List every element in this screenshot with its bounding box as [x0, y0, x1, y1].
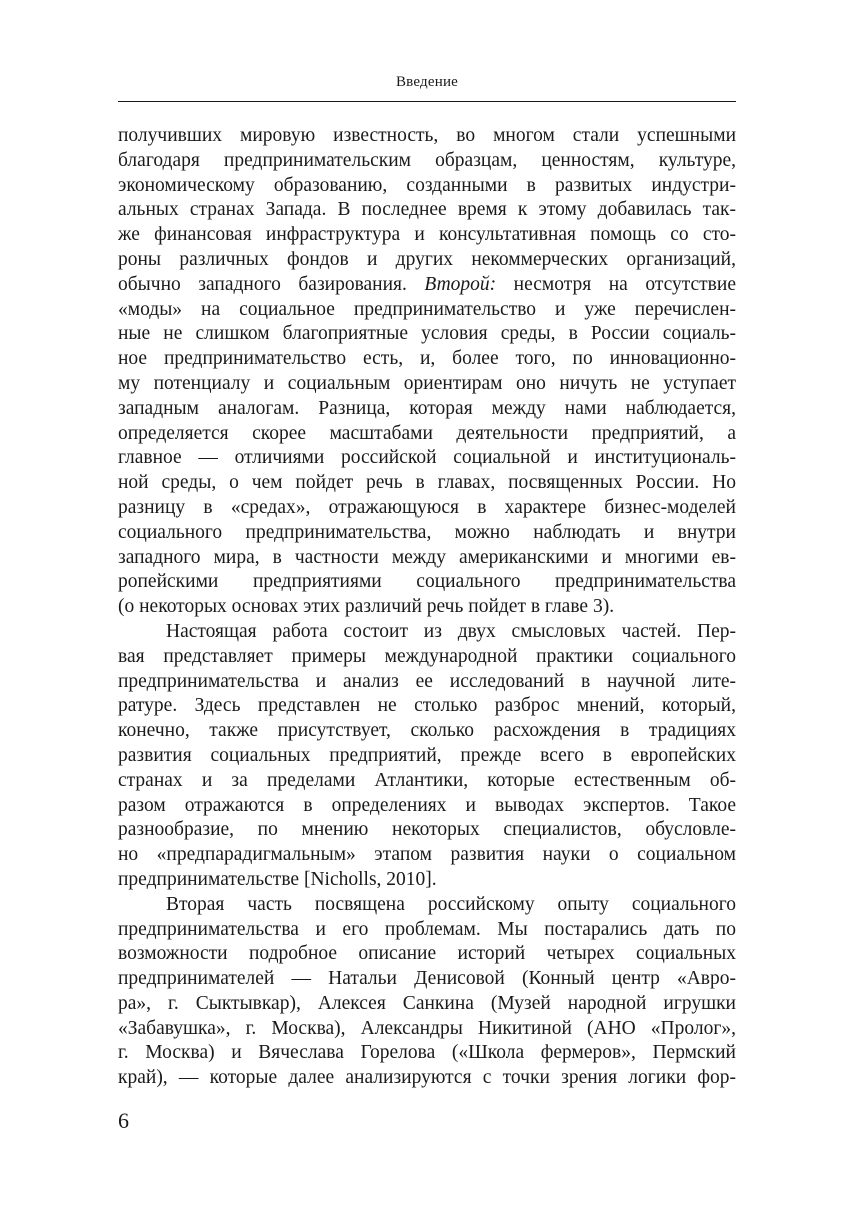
text-line: благодаря предпринимательским образцам, ценностям, культуре,: [118, 149, 736, 171]
text-line: ное предпринимательство есть, и, более того, по инновационно-: [118, 348, 736, 370]
paragraph-1: [118, 124, 736, 620]
text-line: ра», г. Сыктывкар), Алексея Санкина (Музей народной игрушки: [118, 992, 736, 1014]
text-line: получивших мировую известность, во многом стали успешными: [118, 125, 736, 146]
text-line: предпринимательства и его проблемам. Мы постарались дать по: [118, 918, 736, 940]
text-line: край), — которые далее анализируются с точки зрения логики фор-: [118, 1067, 736, 1089]
text-line: «моды» на социальное предпринимательство и уже перечислен-: [118, 298, 736, 320]
text-line: ратуре. Здесь представлен не столько разброс мнений, который,: [118, 695, 736, 717]
text-line: же финансовая инфраструктура и консультативная помощь со сто-: [118, 224, 736, 246]
text-line: социального предпринимательства, можно наблюдать и внутри: [118, 521, 736, 543]
text-line: разом отражаются в определениях и выводах экспертов. Такое: [118, 794, 736, 816]
text-run: несмотря на отсутствие: [496, 273, 736, 295]
text-line: ные не слишком благоприятные условия среды, в России социаль-: [118, 323, 736, 345]
text-line: западного мира, в частности между американскими и многими ев-: [118, 546, 736, 568]
page-number: 6: [118, 1108, 129, 1133]
text-line: предпринимательства и анализ ее исследований в научной лите-: [118, 670, 736, 692]
text-line: но «предпарадигмальным» этапом развития науки о социальном: [118, 844, 736, 866]
text-line: [118, 273, 736, 298]
text-line: западным аналогам. Разница, которая между нами наблюдается,: [118, 397, 736, 419]
text-line: Вторая часть посвящена российскому опыту социального: [166, 893, 736, 915]
text-line: развития социальных предприятий, прежде всего в европейских: [118, 744, 736, 766]
text-line: ропейскими предприятиями социального предпринимательства: [118, 571, 736, 593]
paragraph-3: [118, 893, 736, 1091]
header-rule: [118, 101, 736, 102]
text-line: альных странах Запада. В последнее время к этому добавилась так-: [118, 199, 736, 221]
text-line: разнообразие, по мнению некоторых специалистов, обусловле-: [118, 819, 736, 841]
body-text: [118, 124, 736, 1091]
text-line: конечно, также присутствует, сколько расхождения в традициях: [118, 720, 736, 742]
text-line: определяется скорее масштабами деятельности предприятий, а: [118, 422, 736, 444]
text-line: предпринимателей — Натальи Денисовой (Конный центр «Авро-: [118, 968, 736, 990]
text-line: Настоящая работа состоит из двух смысловых частей. Пер-: [166, 620, 736, 642]
text-line: му потенциалу и социальным ориентирам оно ничуть не уступает: [118, 372, 736, 394]
text-line: экономическому образованию, созданными в развитых индустри-: [118, 174, 736, 196]
paragraph-2: [118, 620, 736, 893]
text-line: странах и за пределами Атлантики, которые естественным об-: [118, 769, 736, 791]
running-head-title: Введение: [395, 74, 459, 90]
text-line: разницу в «средах», отражающуюся в характере бизнес-моделей: [118, 496, 736, 518]
text-line: (о некоторых основах этих различий речь пойдет в главе 3).: [118, 596, 615, 618]
text-line: вая представляет примеры международной практики социального: [118, 645, 736, 667]
text-line: роны различных фондов и других некоммерческих организаций,: [118, 248, 736, 270]
text-line: г. Москва) и Вячеслава Горелова («Школа фермеров», Пермский: [118, 1042, 736, 1064]
text-line: предпринимательстве [Nicholls, 2010].: [118, 868, 437, 890]
text-run: обычно западного базирования.: [118, 273, 425, 295]
text-line: ной среды, о чем пойдет речь в главах, посвященных России. Но: [118, 472, 736, 494]
text-line: главное — отличиями российской социальной и институциональ-: [118, 447, 736, 469]
text-line: «Забавушка», г. Москва), Александры Никитиной (АНО «Пролог»,: [118, 1017, 736, 1039]
text-line: возможности подробное описание историй четырех социальных: [118, 943, 736, 965]
italic-term: Второй:: [424, 273, 497, 295]
